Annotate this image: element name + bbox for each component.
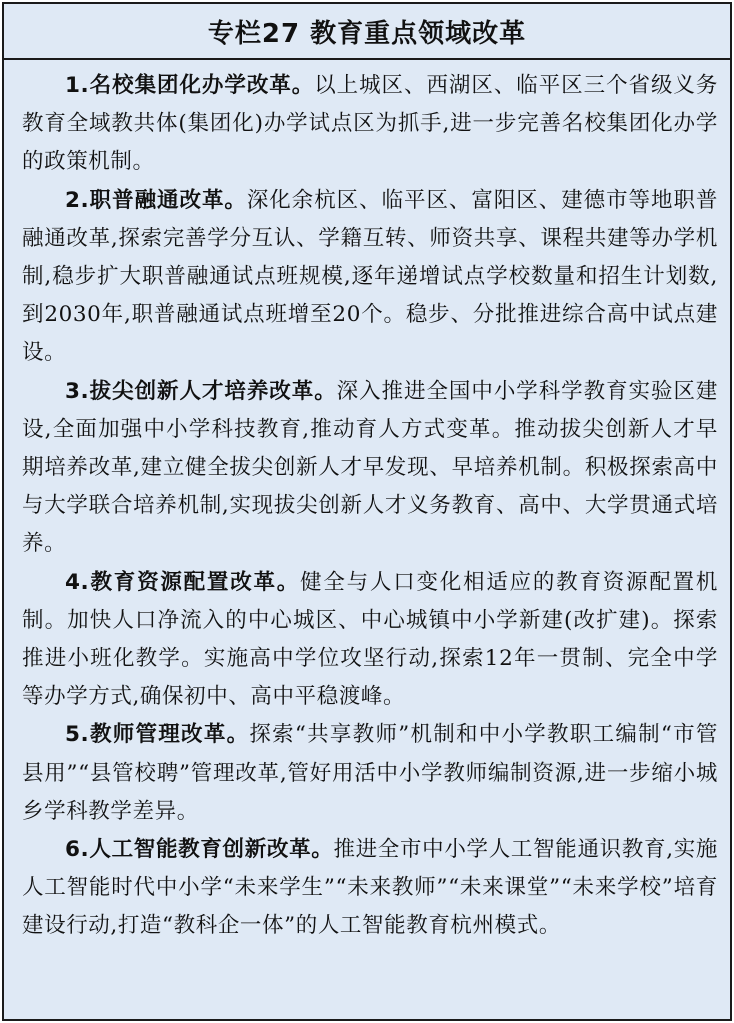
column-title: 专栏27 教育重点领域改革 — [4, 4, 730, 60]
item-paragraph — [22, 831, 718, 946]
item-paragraph — [22, 182, 718, 373]
item-paragraph — [22, 564, 718, 717]
item-heading: 1.名校集团化办学改革。 — [65, 73, 315, 98]
item-paragraph — [22, 67, 718, 182]
item-text: 探索“共享教师”机制和中小学教职工编制“市管县用”“县管校聘”管理改革,管好用活中小学教师编制资源,进一步缩小城乡学科教学差异。 — [22, 722, 718, 824]
column-content — [4, 60, 730, 946]
item-paragraph — [22, 716, 718, 831]
column-box — [2, 2, 732, 1021]
item-text: 深入推进全国中小学科学教育实验区建设,全面加强中小学科技教育,推动育人方式变革。推动拔尖创新人才早期培养改革,建立健全拔尖创新人才早发现、早培养机制。积极探索高中与大学联合培养机制,实现拔尖创新人才义务教育、高中、大学贯通式培养。 — [22, 378, 718, 557]
item-text: 深化余杭区、临平区、富阳区、建德市等地职普融通改革,探索完善学分互认、学籍互转、师资共享、课程共建等办学机制,稳步扩大职普融通试点班规模,逐年递增试点学校数量和招生计划数,到2030年,职普融通试点班增至20个。稳步、分批推进综合高中试点建设。 — [22, 187, 719, 366]
item-text: 以上城区、西湖区、临平区三个省级义务教育全域教共体(集团化)办学试点区为抓手,进一步完善名校集团化办学的政策机制。 — [22, 73, 718, 175]
item-heading: 5.教师管理改革。 — [65, 722, 250, 748]
item-heading: 3.拔尖创新人才培养改革。 — [65, 378, 337, 404]
item-text: 推进全市中小学人工智能通识教育,实施人工智能时代中小学“未来学生”“未来教师”“未来课堂”“未来学校”培育建设行动,打造“教科企一体”的人工智能教育杭州模式。 — [22, 837, 718, 939]
item-paragraph — [22, 373, 718, 564]
item-heading: 2.职普融通改革。 — [65, 187, 247, 213]
item-heading: 6.人工智能教育创新改革。 — [65, 837, 334, 863]
item-text: 健全与人口变化相适应的教育资源配置机制。加快人口净流入的中心城区、中心城镇中小学新建(改扩建)。探索推进小班化教学。实施高中学位攻坚行动,探索12年一贯制、完全中学等办学方式,确保初中、高中平稳渡峰。 — [22, 569, 718, 710]
item-heading: 4.教育资源配置改革。 — [65, 569, 301, 595]
